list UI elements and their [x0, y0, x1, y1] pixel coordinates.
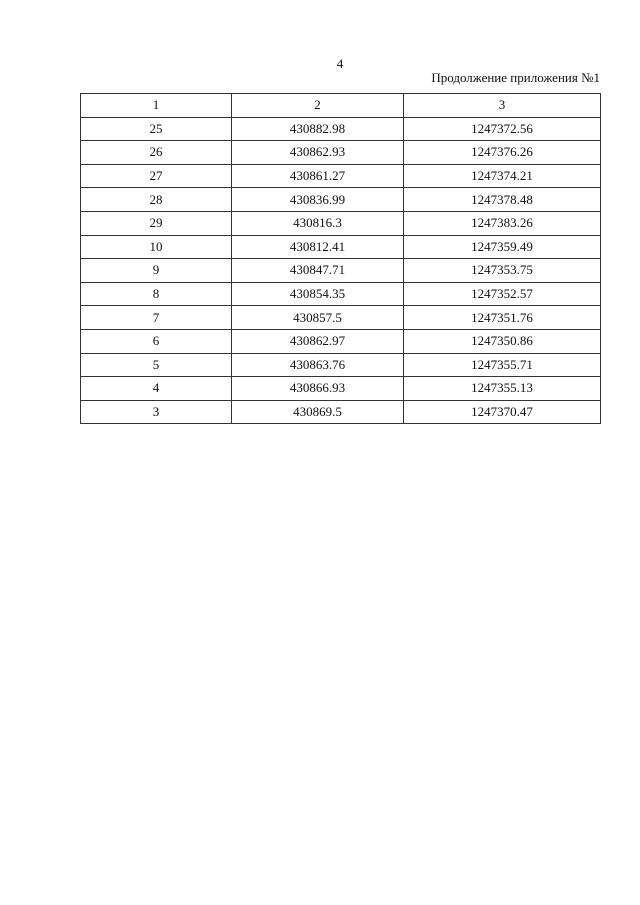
y-coordinate-cell: 1247374.21: [404, 164, 601, 188]
point-number-cell: 28: [81, 188, 232, 212]
x-coordinate-cell: 430863.76: [232, 353, 404, 377]
table-row: [81, 117, 601, 141]
y-coordinate-cell: 1247376.26: [404, 141, 601, 165]
page-number: 4: [336, 56, 344, 71]
table-row: [81, 164, 601, 188]
x-coordinate-cell: 430866.93: [232, 377, 404, 401]
point-number-cell: 6: [81, 329, 232, 353]
y-coordinate-cell: 1247383.26: [404, 211, 601, 235]
y-coordinate-cell: 1247355.71: [404, 353, 601, 377]
y-coordinate-cell: 1247352.57: [404, 282, 601, 306]
x-coordinate-cell: 430836.99: [232, 188, 404, 212]
table-header-row: [81, 94, 601, 118]
x-coordinate-cell: 430862.97: [232, 329, 404, 353]
point-number-cell: 5: [81, 353, 232, 377]
point-number-cell: 25: [81, 117, 232, 141]
y-coordinate-cell: 1247370.47: [404, 400, 601, 424]
y-coordinate-cell: 1247353.75: [404, 259, 601, 283]
point-number-cell: 27: [81, 164, 232, 188]
point-number-cell: 7: [81, 306, 232, 330]
table-row: [81, 377, 601, 401]
y-coordinate-cell: 1247378.48: [404, 188, 601, 212]
coordinates-table: [80, 93, 601, 424]
point-number-cell: 9: [81, 259, 232, 283]
y-coordinate-cell: 1247359.49: [404, 235, 601, 259]
x-coordinate-cell: 430816.3: [232, 211, 404, 235]
table-row: [81, 329, 601, 353]
table-row: [81, 259, 601, 283]
y-coordinate-cell: 1247350.86: [404, 329, 601, 353]
y-coordinate-cell: 1247355.13: [404, 377, 601, 401]
header-col-2: 2: [232, 94, 404, 118]
x-coordinate-cell: 430847.71: [232, 259, 404, 283]
x-coordinate-cell: 430861.27: [232, 164, 404, 188]
header-col-3: 3: [404, 94, 601, 118]
x-coordinate-cell: 430812.41: [232, 235, 404, 259]
header-col-1: 1: [81, 94, 232, 118]
y-coordinate-cell: 1247372.56: [404, 117, 601, 141]
point-number-cell: 8: [81, 282, 232, 306]
table-row: [81, 400, 601, 424]
table-row: [81, 282, 601, 306]
x-coordinate-cell: 430862.93: [232, 141, 404, 165]
table-row: [81, 211, 601, 235]
table-row: [81, 235, 601, 259]
point-number-cell: 4: [81, 377, 232, 401]
x-coordinate-cell: 430857.5: [232, 306, 404, 330]
x-coordinate-cell: 430869.5: [232, 400, 404, 424]
continuation-caption: Продолжение приложения №1: [431, 70, 600, 85]
table-row: [81, 353, 601, 377]
point-number-cell: 29: [81, 211, 232, 235]
x-coordinate-cell: 430854.35: [232, 282, 404, 306]
x-coordinate-cell: 430882.98: [232, 117, 404, 141]
table-row: [81, 188, 601, 212]
point-number-cell: 26: [81, 141, 232, 165]
y-coordinate-cell: 1247351.76: [404, 306, 601, 330]
table-row: [81, 306, 601, 330]
table-row: [81, 141, 601, 165]
point-number-cell: 10: [81, 235, 232, 259]
point-number-cell: 3: [81, 400, 232, 424]
